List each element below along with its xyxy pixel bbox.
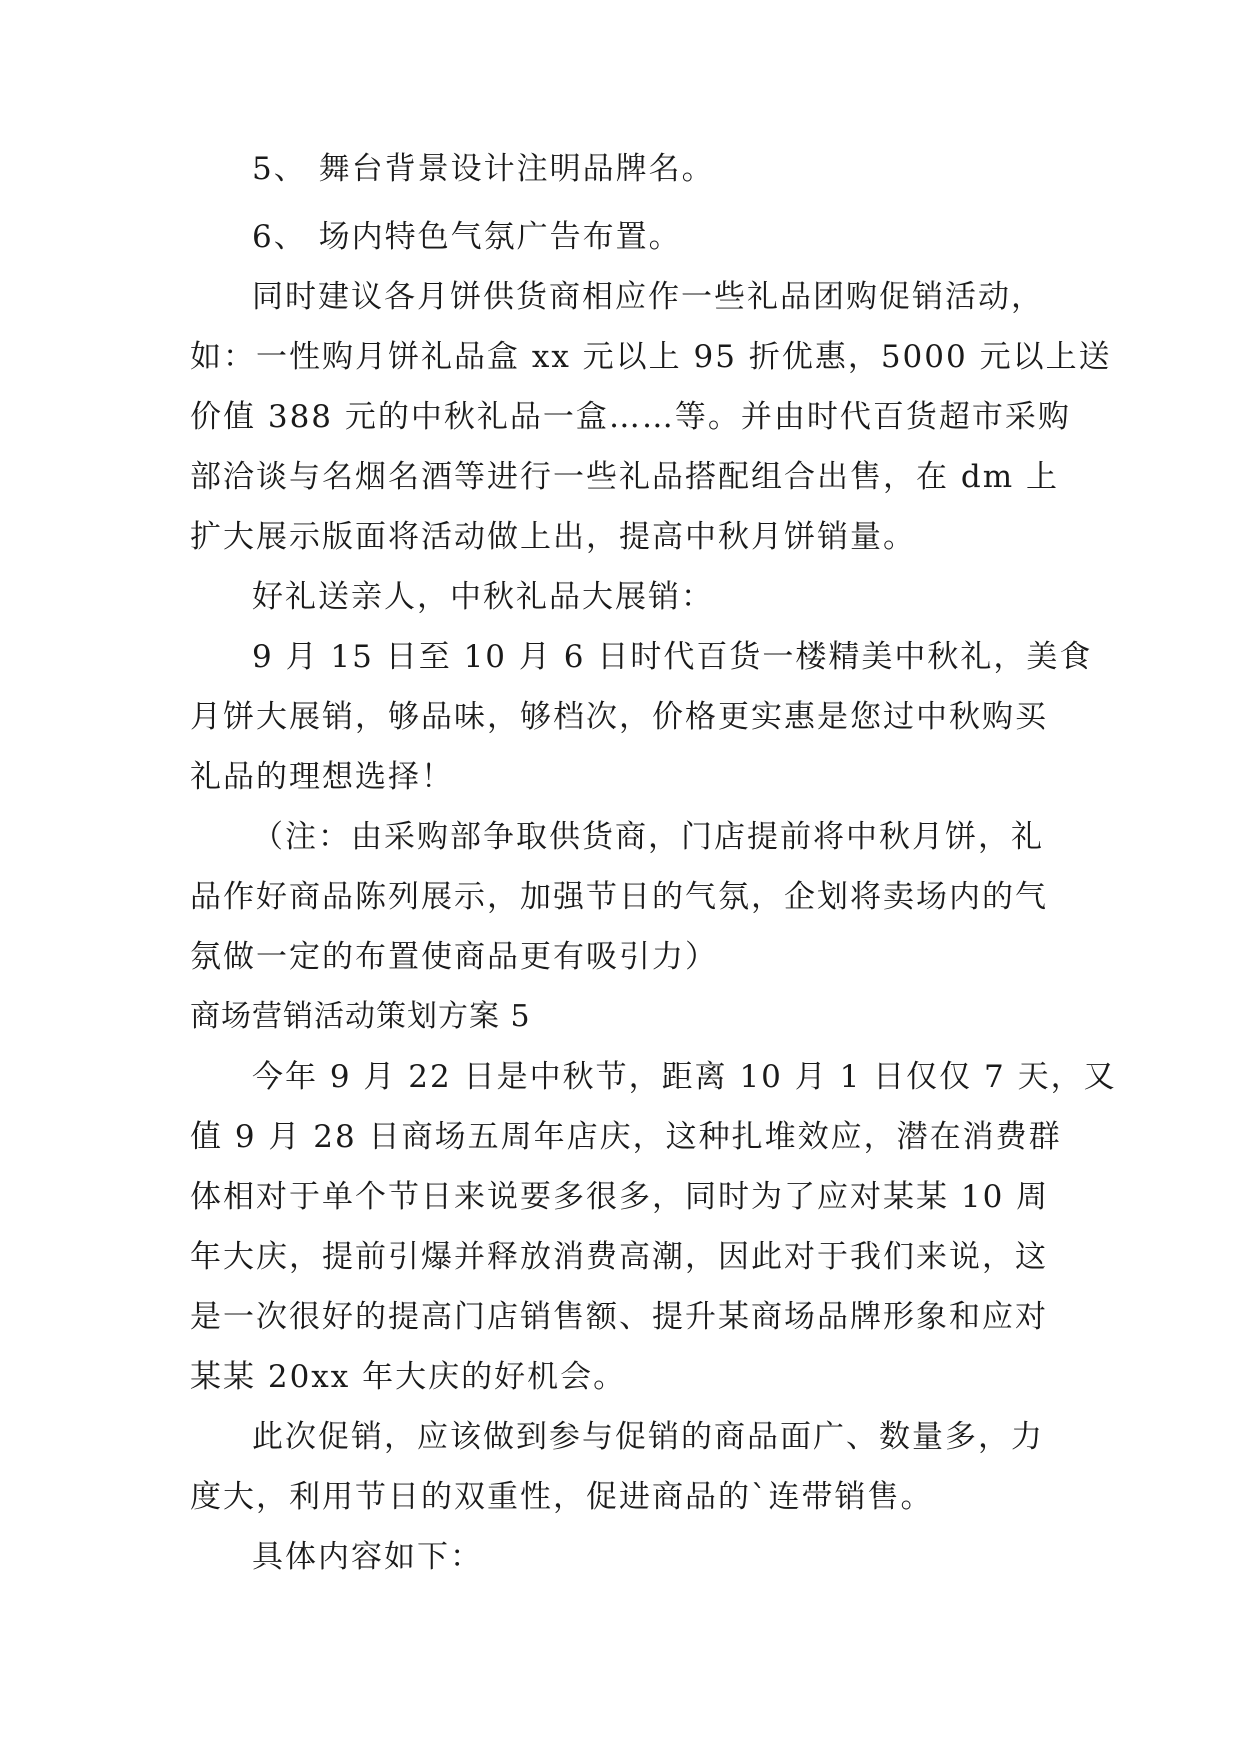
paragraph-line: 是一次很好的提高门店销售额、提升某商场品牌形象和应对: [190, 1299, 1048, 1335]
paragraph-line: 同时建议各月饼供货商相应作一些礼品团购促销活动，: [252, 279, 1044, 315]
paragraph-line: 礼品的理想选择！: [190, 759, 454, 795]
paragraph-line: 此次促销，应该做到参与促销的商品面广、数量多，力: [252, 1419, 1044, 1455]
paragraph-line: 扩大展示版面将活动做上出，提高中秋月饼销量。: [190, 519, 916, 555]
paragraph-line: 值 9 月 28 日商场五周年店庆，这种扎堆效应，潜在消费群: [190, 1119, 1062, 1155]
paragraph-line: （注：由采购部争取供货商，门店提前将中秋月饼，礼: [252, 819, 1044, 855]
paragraph-line: 今年 9 月 22 日是中秋节，距离 10 月 1 日仅仅 7 天，又: [252, 1059, 1117, 1095]
paragraph-line: 品作好商品陈列展示，加强节日的气氛，企划将卖场内的气: [190, 879, 1048, 915]
paragraph-line: 年大庆，提前引爆并释放消费高潮，因此对于我们来说，这: [190, 1239, 1048, 1275]
paragraph-line: 价值 388 元的中秋礼品一盒……等。并由时代百货超市采购: [190, 399, 1071, 435]
paragraph-line: 某某 20xx 年大庆的好机会。: [190, 1359, 627, 1395]
paragraph-line: 部洽谈与名烟名酒等进行一些礼品搭配组合出售，在 dm 上: [190, 459, 1059, 495]
section-heading: 商场营销活动策划方案 5: [190, 999, 531, 1034]
list-item-6: 6、 场内特色气氛广告布置。: [252, 219, 682, 255]
paragraph-line: 氛做一定的布置使商品更有吸引力）: [190, 939, 718, 975]
paragraph-line: 月饼大展销，够品味，够档次，价格更实惠是您过中秋购买: [190, 699, 1048, 735]
paragraph-line: 好礼送亲人，中秋礼品大展销：: [252, 579, 714, 615]
paragraph-line: 具体内容如下：: [252, 1539, 483, 1575]
paragraph-line: 如：一性购月饼礼品盒 xx 元以上 95 折优惠，5000 元以上送: [190, 339, 1112, 375]
paragraph-line: 9 月 15 日至 10 月 6 日时代百货一楼精美中秋礼，美食: [252, 639, 1093, 675]
paragraph-line: 体相对于单个节日来说要多很多，同时为了应对某某 10 周: [190, 1179, 1050, 1215]
paragraph-line: 度大，利用节日的双重性，促进商品的`连带销售。: [190, 1479, 934, 1515]
list-item-5: 5、 舞台背景设计注明品牌名。: [252, 151, 715, 187]
